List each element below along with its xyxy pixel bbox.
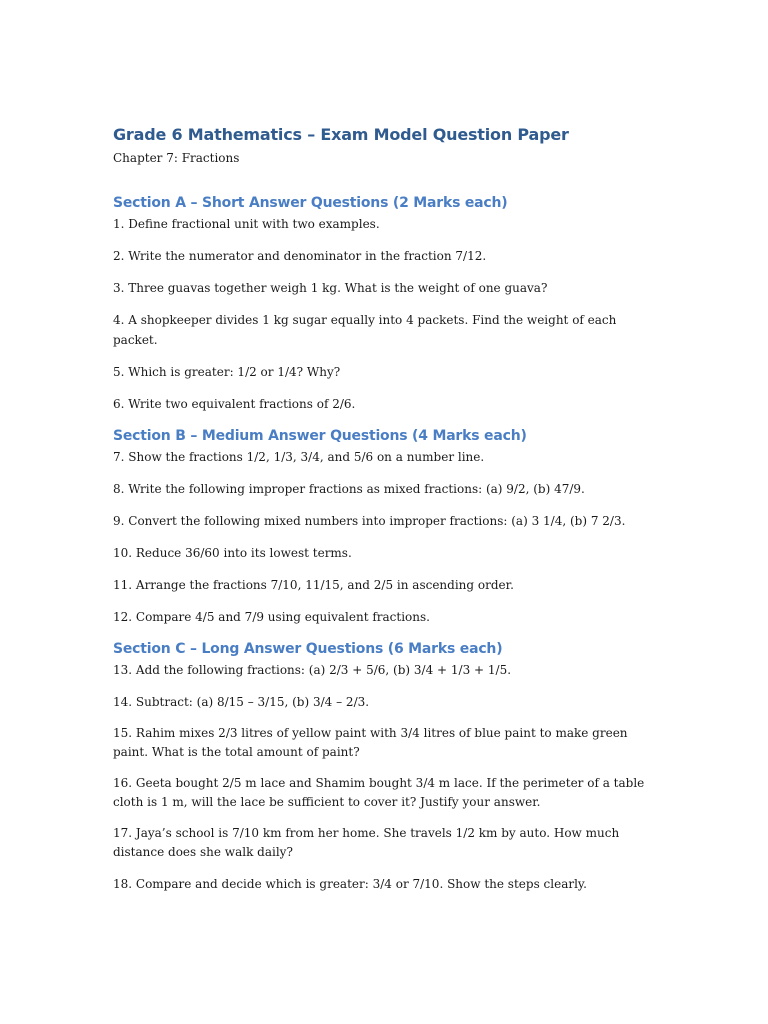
question-11: 11. Arrange the fractions 7/10, 11/15, and 2/5 in ascending order. (113, 578, 514, 592)
question-6: 6. Write two equivalent fractions of 2/6. (113, 397, 356, 411)
question-15: 15. Rahim mixes 2/3 litres of yellow paint with 3/4 litres of blue paint to make green paint. What is the total amount of paint? (113, 726, 628, 759)
page-title: Grade 6 Mathematics – Exam Model Question Paper (113, 125, 569, 144)
section-a (113, 193, 658, 414)
question-paper (113, 124, 658, 906)
question-17: 17. Jaya’s school is 7/10 km from her home. She travels 1/2 km by auto. How much distance does she walk daily? (113, 826, 620, 859)
question-12: 12. Compare 4/5 and 7/9 using equivalent fractions. (113, 610, 430, 624)
question-13: 13. Add the following fractions: (a) 2/3 + 5/6, (b) 3/4 + 1/3 + 1/5. (113, 663, 512, 677)
section-c-heading: Section C – Long Answer Questions (6 Marks each) (113, 641, 503, 657)
question-14: 14. Subtract: (a) 8/15 – 3/15, (b) 3/4 – 2/3. (113, 695, 370, 709)
chapter-subtitle: Chapter 7: Fractions (113, 151, 240, 165)
question-5: 5. Which is greater: 1/2 or 1/4? Why? (113, 365, 341, 379)
question-10: 10. Reduce 36/60 into its lowest terms. (113, 546, 352, 560)
section-a-heading: Section A – Short Answer Questions (2 Marks each) (113, 195, 508, 211)
question-8: 8. Write the following improper fractions as mixed fractions: (a) 9/2, (b) 47/9. (113, 482, 585, 496)
question-3: 3. Three guavas together weigh 1 kg. What is the weight of one guava? (113, 281, 548, 295)
question-4: 4. A shopkeeper divides 1 kg sugar equally into 4 packets. Find the weight of each packet. (113, 313, 617, 347)
question-1: 1. Define fractional unit with two examples. (113, 217, 380, 231)
section-c (113, 639, 658, 894)
question-7: 7. Show the fractions 1/2, 1/3, 3/4, and 5/6 on a number line. (113, 450, 485, 464)
section-b-heading: Section B – Medium Answer Questions (4 Marks each) (113, 428, 527, 444)
question-2: 2. Write the numerator and denominator in the fraction 7/12. (113, 249, 487, 263)
question-16: 16. Geeta bought 2/5 m lace and Shamim bought 3/4 m lace. If the perimeter of a table cloth is 1 m, will the lace be sufficient to cover it? Justify your answer. (113, 776, 645, 809)
question-9: 9. Convert the following mixed numbers into improper fractions: (a) 3 1/4, (b) 7 2/3. (113, 514, 626, 528)
question-18: 18. Compare and decide which is greater: 3/4 or 7/10. Show the steps clearly. (113, 877, 587, 891)
section-b (113, 426, 658, 627)
